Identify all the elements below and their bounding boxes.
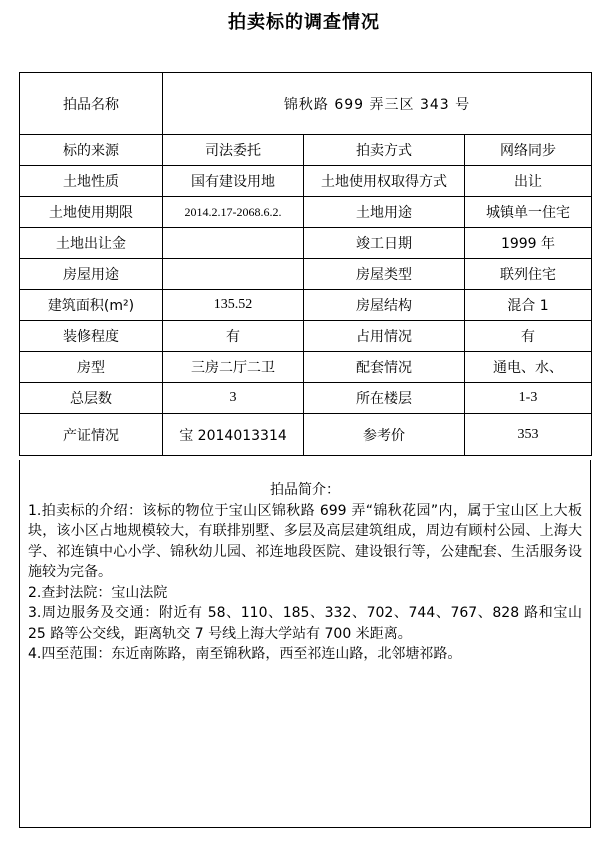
cell-value: 三房二厅二卫 [163, 352, 304, 383]
table-row [20, 166, 592, 197]
page-title: 拍卖标的调查情况 [228, 12, 380, 33]
table-row [20, 321, 592, 352]
cell-value: 有 [163, 321, 304, 352]
cell-value: 司法委托 [163, 135, 304, 166]
cell-label: 占用情况 [304, 321, 465, 352]
table-row [20, 197, 592, 228]
cell-label: 房型 [20, 352, 163, 383]
cell-label: 标的来源 [20, 135, 163, 166]
table-row [20, 352, 592, 383]
cell-label: 竣工日期 [304, 228, 465, 259]
cell-value: 353 [465, 414, 592, 456]
subject-label: 拍品名称 [20, 73, 163, 135]
cell-value: 1999 年 [465, 228, 592, 259]
cell-label: 房屋用途 [20, 259, 163, 290]
cell-value: 3 [163, 383, 304, 414]
auction-intro [19, 460, 591, 828]
table-row [20, 135, 592, 166]
cell-label: 房屋类型 [304, 259, 465, 290]
cell-label: 装修程度 [20, 321, 163, 352]
cell-label: 土地使用期限 [20, 197, 163, 228]
table-row [20, 259, 592, 290]
cell-value: 联列住宅 [465, 259, 592, 290]
cell-label: 配套情况 [304, 352, 465, 383]
cell-value: 通电、水、 [465, 352, 592, 383]
cell-value: 混合 1 [465, 290, 592, 321]
table-row [20, 290, 592, 321]
intro-paragraph: 4.四至范围：东近南陈路，南至锦秋路，西至祁连山路，北邻塘祁路。 [28, 646, 462, 662]
cell-value: 宝 2014013314 [163, 414, 304, 456]
cell-label: 参考价 [304, 414, 465, 456]
cell-value: 城镇单一住宅 [465, 197, 592, 228]
cell-value [163, 259, 304, 290]
cell-label: 房屋结构 [304, 290, 465, 321]
cell-value: 有 [465, 321, 592, 352]
cell-label: 土地用途 [304, 197, 465, 228]
subject-value: 锦秋路 699 弄三区 343 号 [163, 73, 592, 135]
cell-value [163, 228, 304, 259]
cell-label: 建筑面积(m²) [20, 290, 163, 321]
cell-label: 土地性质 [20, 166, 163, 197]
cell-value: 2014.2.17-2068.6.2. [163, 197, 304, 228]
auction-info-table [19, 72, 592, 456]
cell-label: 土地出让金 [20, 228, 163, 259]
cell-value: 国有建设用地 [163, 166, 304, 197]
cell-value: 135.52 [163, 290, 304, 321]
table-row [20, 383, 592, 414]
intro-paragraph: 1.拍卖标的介绍：该标的物位于宝山区锦秋路 699 弄“锦秋花园”内，属于宝山区上大板块，该小区占地规模较大，有联排别墅、多层及高层建筑组成，周边有顾村公园、上海大学、祁连镇中心小学、锦秋幼儿园、祁连地段医院、建设银行等，公建配套、生活服务设施较为完备。 [28, 502, 582, 580]
cell-label: 产证情况 [20, 414, 163, 456]
table-row-subject [20, 73, 592, 135]
cell-value: 1-3 [465, 383, 592, 414]
cell-label: 总层数 [20, 383, 163, 414]
cell-label: 拍卖方式 [304, 135, 465, 166]
intro-paragraph: 2.查封法院：宝山法院 [28, 584, 168, 601]
intro-heading: 拍品简介： [270, 482, 340, 498]
intro-paragraph: 3.周边服务及交通：附近有 58、110、185、332、702、744、767、828 路和宝山 25 路等公交线，距离轨交 7 号线上海大学站有 700 米距离。 [28, 605, 582, 642]
table-row [20, 414, 592, 456]
table-row [20, 228, 592, 259]
cell-label: 所在楼层 [304, 383, 465, 414]
cell-value: 网络同步 [465, 135, 592, 166]
cell-label: 土地使用权取得方式 [304, 166, 465, 197]
cell-value: 出让 [465, 166, 592, 197]
